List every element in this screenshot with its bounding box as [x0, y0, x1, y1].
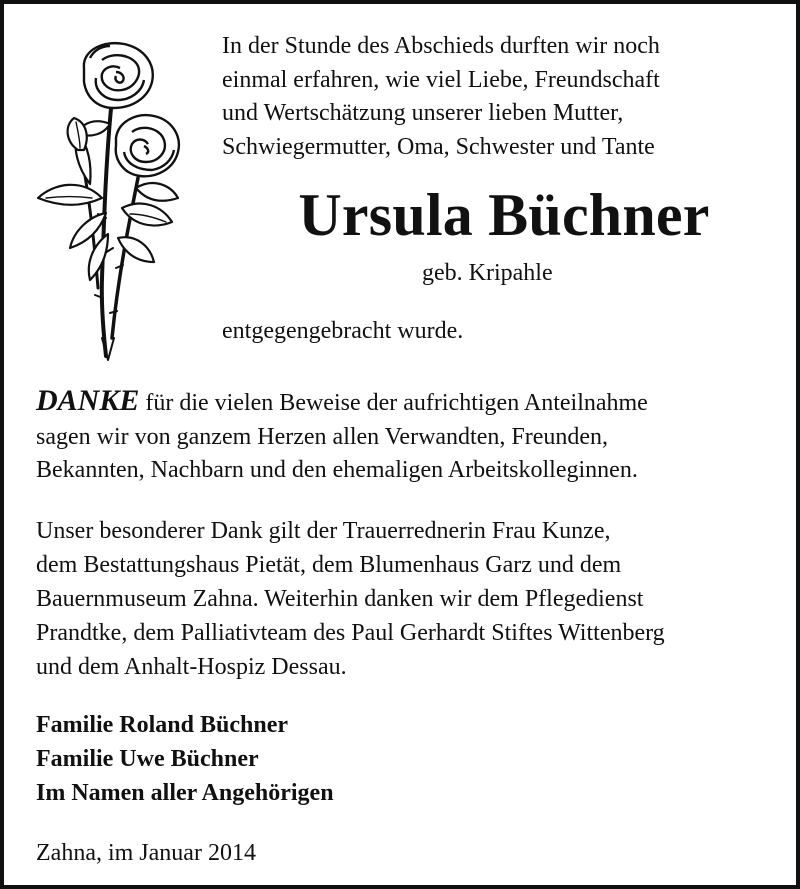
special-thanks-line: dem Bestattungshaus Pietät, dem Blumenhaus Garz und dem — [36, 552, 622, 578]
special-thanks-line: Prandtke, dem Palliativteam des Paul Gerhardt Stiftes Wittenberg — [36, 620, 665, 646]
thanks-first-line — [36, 384, 776, 421]
intro-line: und Wertschätzung unserer lieben Mutter, — [222, 100, 624, 126]
thanks-first-line-rest: für die vielen Beweise der aufrichtigen Anteilnahme — [139, 390, 648, 416]
signature-line: Familie Uwe Büchner — [36, 746, 259, 772]
intro-line: In der Stunde des Abschieds durften wir noch — [222, 33, 660, 59]
special-thanks-line: Bauernmuseum Zahna. Weiterhin danken wir dem Pflegedienst — [36, 586, 644, 612]
intro-line: Schwiegermutter, Oma, Schwester und Tante — [222, 133, 655, 160]
signature-line: Im Namen aller Angehörigen — [36, 780, 334, 806]
thanks-keyword: DANKE — [36, 384, 140, 417]
thanks-paragraph — [36, 384, 776, 488]
special-thanks-line: Unser besonderer Dank gilt der Trauerrednerin Frau Kunze, — [36, 518, 611, 544]
rose-illustration-icon — [32, 38, 182, 363]
special-thanks-paragraph — [36, 514, 776, 684]
signatures — [36, 708, 334, 810]
intro-closing: entgegengebracht wurde. — [222, 318, 464, 344]
intro-line: einmal erfahren, wie viel Liebe, Freundschaft — [222, 66, 660, 93]
maiden-name: geb. Kripahle — [422, 260, 553, 286]
intro-text — [222, 30, 782, 164]
signature-line: Familie Roland Büchner — [36, 712, 289, 738]
thanks-line: Bekannten, Nachbarn und den ehemaligen Arbeitskolleginnen. — [36, 457, 638, 483]
place-date: Zahna, im Januar 2014 — [36, 840, 256, 866]
deceased-name: Ursula Büchner — [298, 182, 710, 248]
special-thanks-line: und dem Anhalt-Hospiz Dessau. — [36, 654, 347, 680]
thanks-line: sagen wir von ganzem Herzen allen Verwandten, Freunden, — [36, 423, 609, 450]
